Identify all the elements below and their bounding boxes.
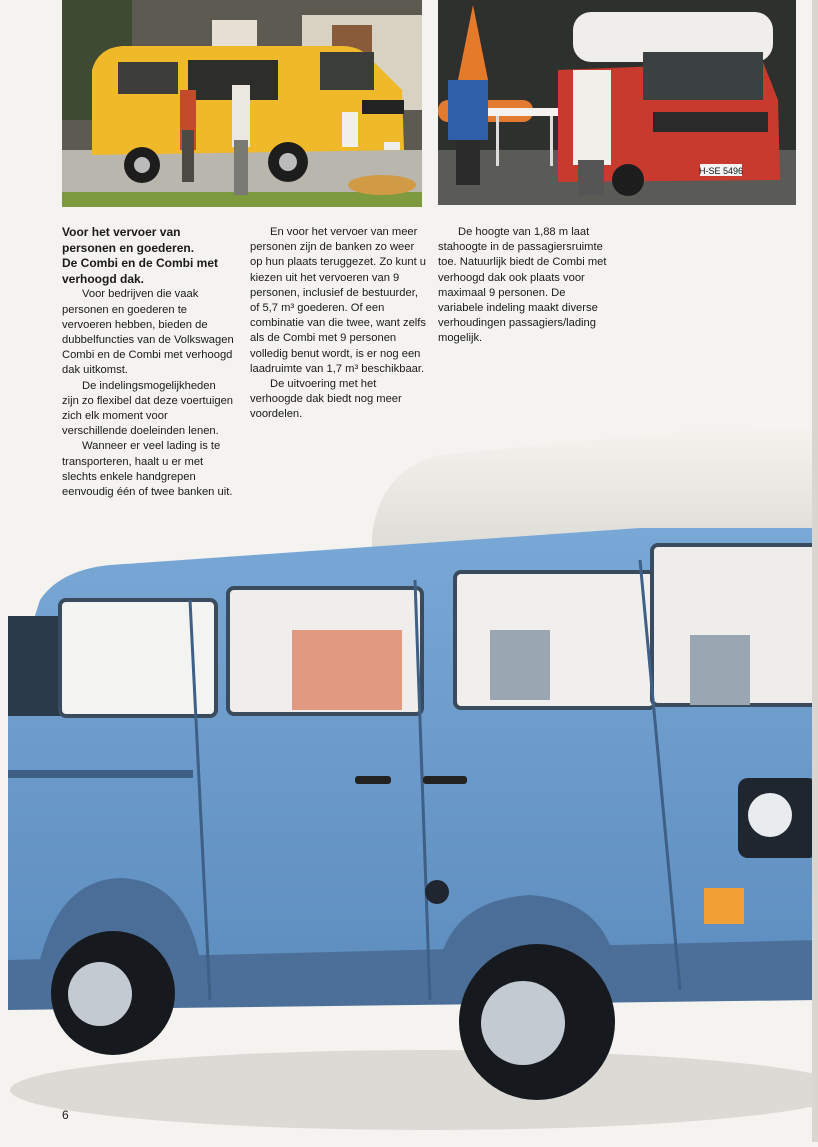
- paragraph: Wanneer er veel lading is te transporteren, haalt u er met slechts enkele handgrepen eenvoudig één of twee banken uit.: [62, 440, 233, 499]
- photo-blue-combi-high-roof: [0, 400, 818, 1142]
- paragraph: En voor het vervoer van meer personen zijn de banken zo weer op hun plaats teruggezet. Zo kunt u kiezen uit het vervoeren van 9 personen, inclusief de bestuurder, of 5,7 m³ goederen. Of een combinatie van die twee, want zelfs als de Combi met 9 personen volledig benut wordt, is er nog een laadruimte van 1,7 m³ beschikbaar.: [250, 226, 427, 375]
- photo-yellow-van-family: [62, 0, 422, 207]
- paragraph: De uitvoering met het verhoogde dak biedt nog meer voordelen.: [250, 378, 402, 421]
- paragraph: De indelingsmogelijkheden zijn zo flexibel dat deze voertuigen zich elk moment voor verschillende doeleinden lenen.: [62, 379, 234, 438]
- page-edge: [812, 0, 818, 1142]
- heading-vervoer: Voor het vervoer van personen en goederen.: [62, 225, 195, 255]
- page-number: 6: [62, 1108, 69, 1122]
- text-column-3: [438, 225, 610, 347]
- heading-combi: De Combi en de Combi met verhoogd dak.: [62, 256, 219, 286]
- yellow-van-illustration: [62, 0, 422, 207]
- license-plate-right: H-SE 5496: [698, 166, 744, 176]
- red-van-illustration: [438, 0, 796, 205]
- photo-red-van-caterers: [438, 0, 796, 205]
- paragraph: De hoogte van 1,88 m laat stahoogte in de passagiersruimte toe. Natuurlijk biedt de Combi met verhoogd dak ook plaats voor maximaal 9 personen. De variabele indeling maakt diverse verhoudingen passagiers/lading mogelijk.: [438, 226, 607, 345]
- paragraph: Voor bedrijven die vaak personen en goederen te vervoeren hebben, bieden de dubbelfuncties van de Volkswagen Combi en de Combi met verhoogd dak uitkomst.: [62, 288, 234, 377]
- text-column-2: [250, 225, 428, 423]
- blue-van-illustration: [0, 400, 818, 1142]
